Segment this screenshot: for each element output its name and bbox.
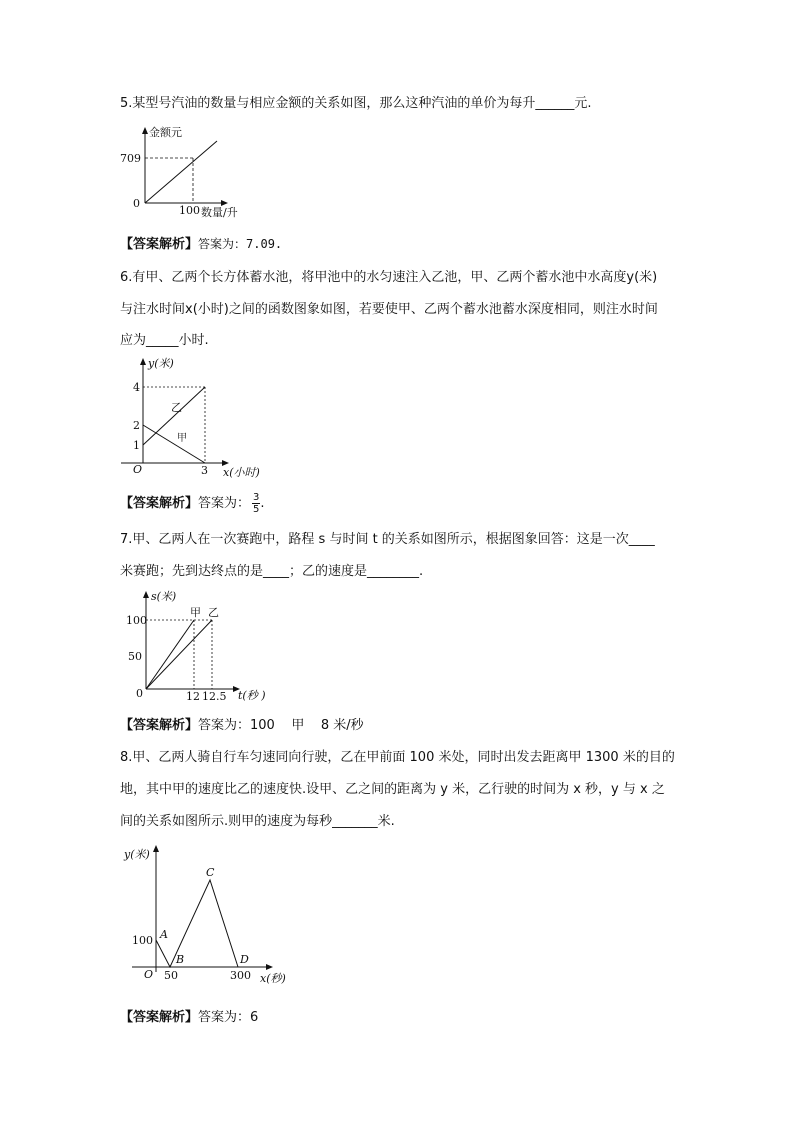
q8-point-a: A [160,928,168,941]
q6-xlabel: x(小时) [223,466,260,479]
q7-line-jia [146,620,194,689]
q8-answer-value: 答案为：6 [198,1010,259,1025]
q8-graph-line [156,880,238,967]
q8-question-line1: 8.甲、乙两人骑自行车匀速同向行驶，乙在甲前面 100 米处，同时出发去距离甲 1300 米的目的 [120,750,675,765]
q7-xtick-12: 12 [186,690,200,703]
q8-answer [120,1010,258,1026]
q5-ylabel: 金额元 [149,126,182,139]
q5-question-text: 5.某型号汽油的数量与相应金额的关系如图，那么这种汽油的单价为每升______元. [120,96,592,111]
q8-chart [118,842,298,992]
q8-question-line3: 间的关系如图所示.则甲的速度为每秒_______米. [120,814,395,829]
q6-answer [120,492,265,515]
q6-line-yi [143,387,205,445]
q7-ytick-100: 100 [126,614,147,627]
q8-point-c: C [206,866,215,879]
q7-xlabel: t(秒 ) [238,689,266,702]
q8-xtick-50: 50 [164,969,178,982]
q6-answer-end: . [260,496,265,511]
q7-ylabel: s(米) [151,590,177,603]
q8-ytick-100: 100 [132,934,153,947]
q6-answer-numerator: 3 [253,492,260,503]
q8-y-arrow [153,845,159,852]
q6-ytick-4: 4 [133,381,140,394]
q7-label-yi: 乙 [208,606,219,619]
q7-origin: 0 [136,687,143,700]
q7-xtick-12-5: 12.5 [202,690,227,703]
q7-chart [118,588,278,706]
q6-y-arrow [140,358,146,365]
q7-answer-value: 答案为：100 甲 8 米/秒 [198,718,364,733]
q7-line-yi [146,620,212,689]
q6-ytick-1: 1 [133,439,140,452]
q5-answer [120,236,282,253]
q6-answer-prefix: 答案为： [198,496,251,511]
q7-question-line1: 7.甲、乙两人在一次赛跑中，路程 s 与时间 t 的关系如图所示，根据图象回答：这是一次____ [120,532,655,547]
q7-answer-label: 【答案解析】 [120,718,199,733]
q8-point-b: B [176,953,185,966]
q5-data-line [145,141,217,203]
q6-ytick-2: 2 [133,419,140,432]
q8-xlabel: x(秒) [260,972,286,985]
q8-x-arrow [266,964,273,970]
q5-chart [115,125,250,225]
q8-answer-label: 【答案解析】 [120,1010,199,1025]
q6-answer-denominator: 5 [253,504,260,515]
q6-label-yi: 乙 [171,401,182,414]
q6-question-line3: 应为_____小时. [120,333,209,348]
q8-question-line2: 地，其中甲的速度比乙的速度快.设甲、乙之间的距离为 y 米，乙行驶的时间为 x 秒，y 与 x 之 [120,782,665,797]
q5-ytick-709: 709 [120,152,141,165]
q7-ytick-50: 50 [128,650,142,663]
q8-origin: O [144,968,154,981]
q7-label-jia: 甲 [190,606,201,619]
q6-question-line1: 6.有甲、乙两个长方体蓄水池，将甲池中的水匀速注入乙池，甲、乙两个蓄水池中水高度y(米) [120,270,658,285]
q6-line-jia [143,425,205,463]
q5-answer-value: 答案为：7.09. [198,237,283,251]
q5-origin: 0 [133,197,140,210]
q6-answer-label: 【答案解析】 [120,496,199,511]
q5-answer-label: 【答案解析】 [120,237,199,252]
q6-label-jia: 甲 [177,433,187,444]
q7-y-arrow [143,591,149,598]
q8-xtick-300: 300 [230,969,251,982]
q5-xtick-100: 100 [179,204,200,217]
q6-chart [115,355,270,480]
q6-ylabel: y(米) [148,357,174,370]
q5-xlabel: 数量/升 [201,206,238,219]
q6-question-line2: 与注水时间x(小时)之间的函数图象如图，若要使甲、乙两个蓄水池蓄水深度相同，则注水时间 [120,302,658,317]
q8-ylabel: y(米) [124,848,150,861]
q7-question-line2: 米赛跑；先到达终点的是____；乙的速度是________. [120,564,424,579]
q6-xtick-3: 3 [201,464,208,477]
q5-y-arrow [142,127,148,134]
q8-point-d: D [240,953,249,966]
q6-origin: O [133,463,143,476]
q7-answer [120,718,364,734]
